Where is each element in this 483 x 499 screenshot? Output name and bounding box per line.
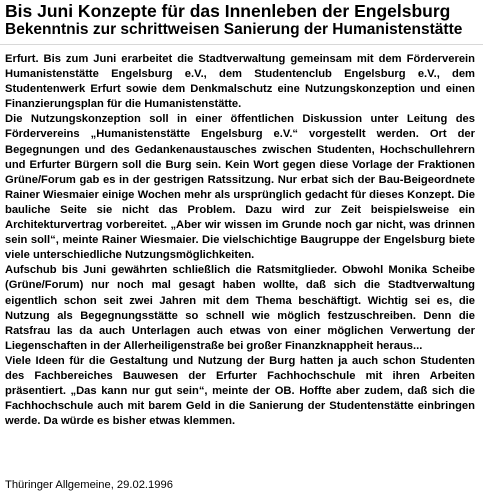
- article-paragraph: Aufschub bis Juni gewährten schließlich die Ratsmitglieder. Obwohl Monika Scheibe (Grüne/Forum) nur noch mal gesagt haben wollte, daß sich die Stadtverwaltung eigentlich schon seit zwei Jahren mit dem Thema beschäftigt. Wichtig sei es, die Nutzung als Begegnungsstätte so schnell wie möglich festzuschreiben. Denn die Ratsfrau las da auch Unterlagen auch etwas von einer möglichen Verwertung der Liegenschaften in der Allerheiligenstraße bei großer Finanzknappheit heraus...: [5, 264, 475, 352]
- article-headline: Bis Juni Konzepte für das Innenleben der Engelsburg: [5, 1, 451, 21]
- article-paragraph: Erfurt. Bis zum Juni erarbeitet die Stadtverwaltung gemeinsam mit dem Förderverein Humanistenstätte Engelsburg e.V., dem Studentenclub Engelsburg e.V., dem Studentenwerk Erfurt sowie dem Denkmalschutz eine Nutzungskonzeption und einen Finanzierungsplan für die Humanistenstätte.: [5, 53, 475, 111]
- article-subheadline: Bekenntnis zur schrittweisen Sanierung der Humanistenstätte: [5, 21, 463, 38]
- article-paragraph: Viele Ideen für die Gestaltung und Nutzung der Burg hatten ja auch schon Studenten des Fachbereiches Bauwesen der Erfurter Fachhochschule mit ihren Arbeiten präsentiert. „Das kann nur gut sein“, meinte der OB. Hoffte aber zudem, daß sich die Fachhochschule auch mit barem Geld in die Sanierung der Studentenstätte einbringen werde. Da würde es bisher etwas klemmen.: [5, 354, 475, 428]
- divider: [0, 44, 483, 45]
- article-source: Thüringer Allgemeine, 29.02.1996: [5, 479, 173, 491]
- article-body: [5, 52, 475, 429]
- article-paragraph: Die Nutzungskonzeption soll in einer öffentlichen Diskussion unter Leitung des Fördervereins „Humanistenstätte Engelsburg e.V.“ vorgestellt werden. Ort der Begegnungen und des Gedankenaustausches zwischen Studenten, Hochschullehrern und Erfurter Bürgern soll die Burg sein. Kein Wort gegen diese Vorlage der Fraktionen Grüne/Forum gab es in der gestrigen Ratssitzung. Nur erbat sich der Bau-Beigeordnete Rainer Wiesmaier einige Wochen mehr als ursprünglich gedacht für dieses Konzept. Die bauliche Seite sie nicht das Problem. Dazu wird zur Zeit beispielsweise ein Architekturvertrag vorbereitet. „Aber wir wissen im Grunde noch gar nicht, was drinnen sein soll“, meinte Rainer Wiesmaier. Die vielschichtige Baugruppe der Engelsburg biete viele unterschiedliche Nutzungsmöglichkeiten.: [5, 113, 475, 262]
